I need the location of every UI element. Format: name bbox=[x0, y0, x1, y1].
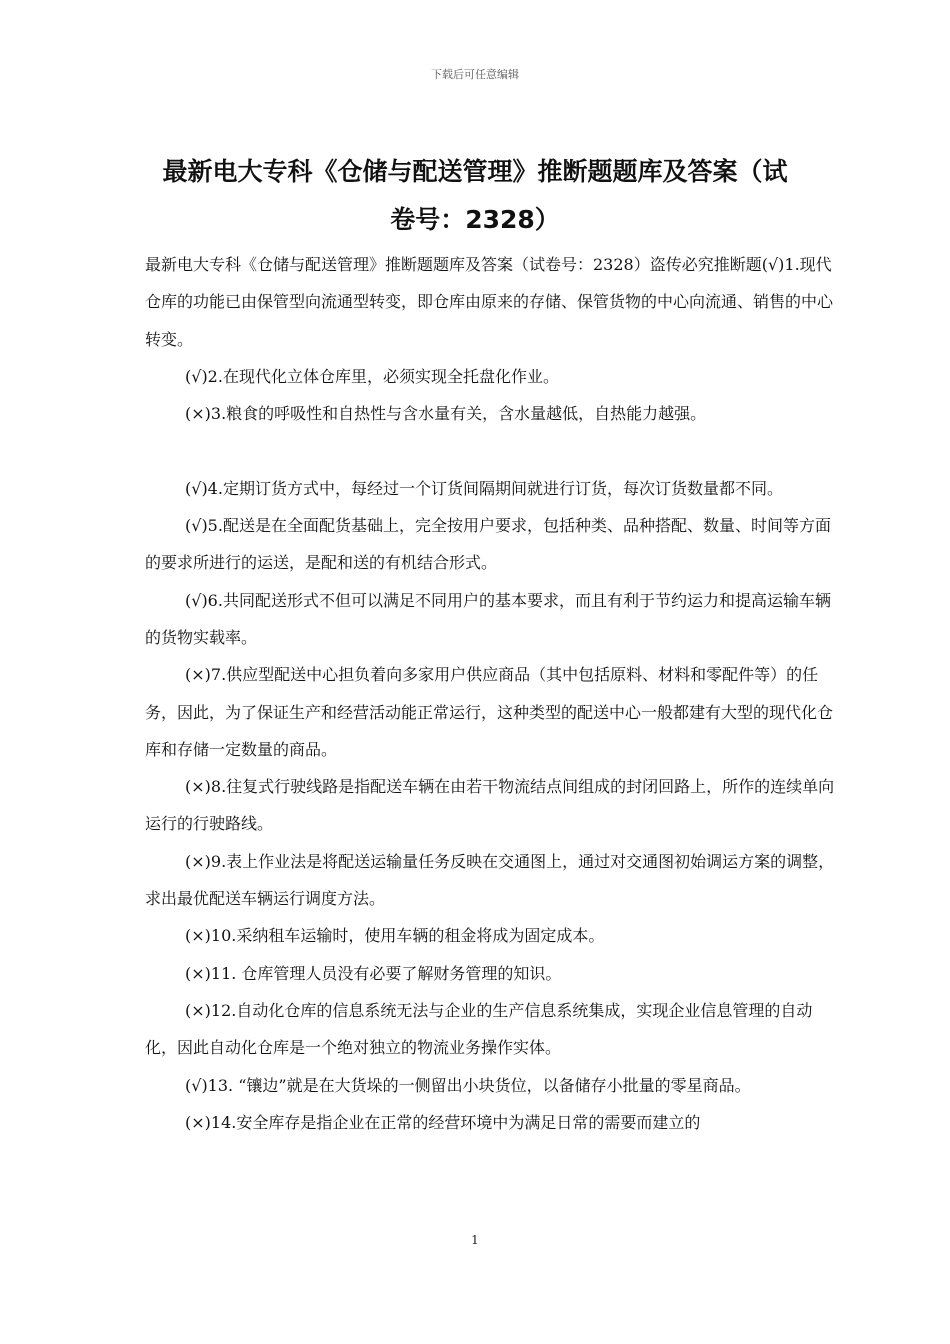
question-paragraph: (×)8.往复式行驶线路是指配送车辆在由若干物流结点间组成的封闭回路上，所作的连续单向运行的行驶路线。 bbox=[145, 777, 835, 834]
document-title-line-2: 卷号：2328） bbox=[390, 205, 560, 234]
question-paragraph: (×)3.粮食的呼吸性和自热性与含水量有关，含水量越低，自热能力越强。 bbox=[185, 404, 707, 424]
question-paragraph: (√)2.在现代化立体仓库里，必须实现全托盘化作业。 bbox=[185, 366, 559, 386]
question-paragraph: (×)10.采纳租车运输时，使用车辆的租金将成为固定成本。 bbox=[185, 926, 605, 946]
document-body bbox=[145, 246, 835, 1141]
question-paragraph: (×)9.表上作业法是将配送运输量任务反映在交通图上，通过对交通图初始调运方案的调整，求出最优配送车辆运行调度方法。 bbox=[145, 851, 835, 909]
question-paragraph: (×)7.供应型配送中心担负着向多家用户供应商品（其中包括原料、材料和零配件等）的任务，因此，为了保证生产和经营活动能正常运行，这种类型的配送中心一般都建有大型的现代化仓库和存储一定数量的商品。 bbox=[145, 665, 834, 759]
page-number: 1 bbox=[471, 1233, 479, 1247]
question-paragraph: (×)11. 仓库管理人员没有必要了解财务管理的知识。 bbox=[185, 963, 562, 983]
blank-line bbox=[145, 432, 835, 469]
question-paragraph: (×)12.自动化仓库的信息系统无法与企业的生产信息系统集成，实现企业信息管理的自动化，因此自动化仓库是一个绝对独立的物流业务操作实体。 bbox=[145, 1000, 813, 1058]
question-paragraph: (√)13. “镶边”就是在大货垛的一侧留出小块货位，以备储存小批量的零星商品。 bbox=[185, 1075, 751, 1095]
page-header-note: 下载后可任意编辑 bbox=[431, 68, 519, 81]
question-paragraph: (√)4.定期订货方式中，每经过一个订货间隔期间就进行订货，每次订货数量都不同。 bbox=[185, 478, 783, 498]
intro-paragraph: 最新电大专科《仓储与配送管理》推断题题库及答案（试卷号：2328）盗传必究推断题(√)1.现代仓库的功能已由保管型向流通型转变，即仓库由原来的存储、保管货物的中心向流通、销售的中心转变。 bbox=[145, 255, 834, 349]
question-paragraph: (×)14.安全库存是指企业在正常的经营环境中为满足日常的需要而建立的 bbox=[185, 1112, 701, 1132]
question-paragraph: (√)5.配送是在全面配货基础上，完全按用户要求，包括种类、品种搭配、数量、时间等方面的要求所进行的运送，是配和送的有机结合形式。 bbox=[145, 516, 831, 573]
document-title-line-1: 最新电大专科《仓储与配送管理》推断题题库及答案（试 bbox=[162, 157, 788, 186]
question-paragraph: (√)6.共同配送形式不但可以满足不同用户的基本要求，而且有利于节约运力和提高运输车辆的货物实载率。 bbox=[145, 590, 831, 647]
